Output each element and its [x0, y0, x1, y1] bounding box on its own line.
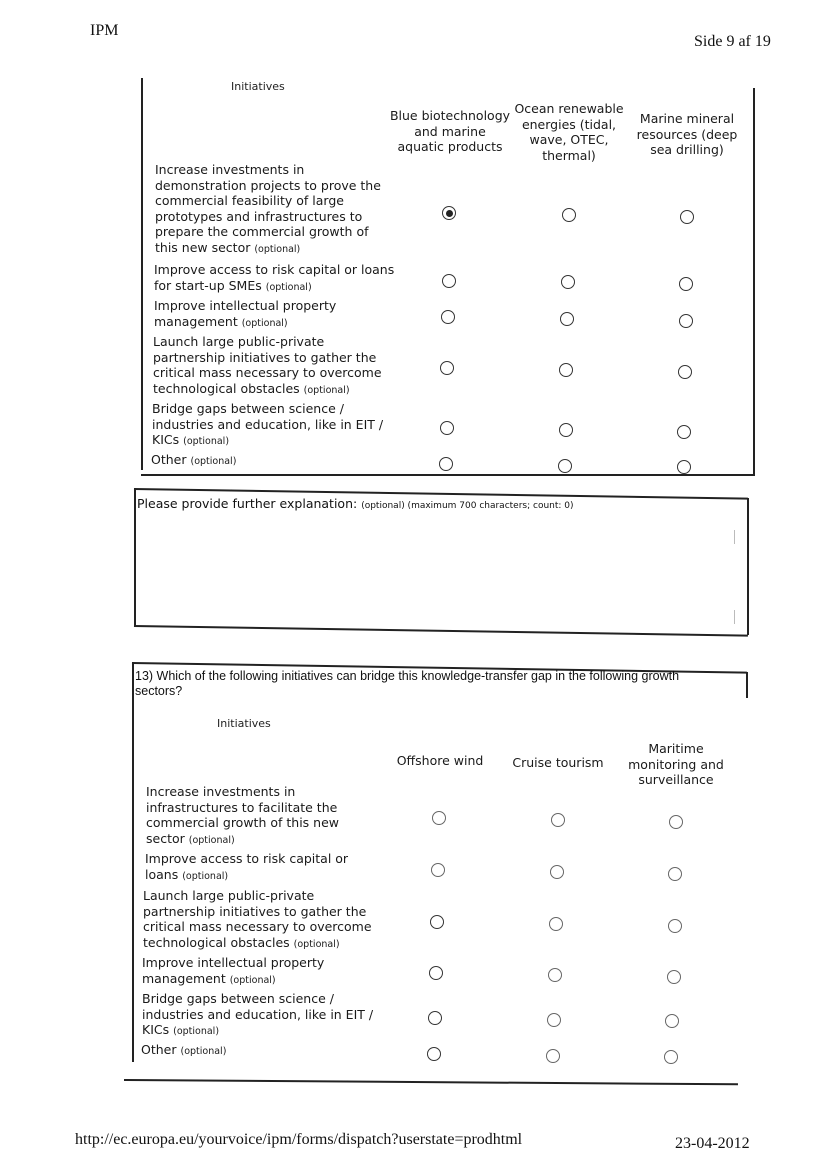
- table1-col-2-header: Marine mineral resources (deep sea drilling): [636, 111, 738, 157]
- table2-row-label: Launch large public-private partnership initiatives to gather the critical mass necessary to overcome technological obstacles (optional): [143, 888, 372, 950]
- textarea-scrollbar-bottom[interactable]: [734, 610, 735, 624]
- table1-radio-r4-c0[interactable]: [440, 421, 454, 435]
- table2-radio-r5-c1[interactable]: [546, 1049, 560, 1063]
- table2-radio-r4-c0[interactable]: [428, 1011, 442, 1025]
- table1-radio-r0-c2[interactable]: [680, 210, 694, 224]
- table1-radio-r3-c0[interactable]: [440, 361, 454, 375]
- table2-radio-r0-c1[interactable]: [551, 813, 565, 827]
- table2-radio-r2-c2[interactable]: [668, 919, 682, 933]
- table1-col-1-header: Ocean renewable energies (tidal, wave, OTEC, thermal): [514, 101, 624, 163]
- table2-radio-r3-c2[interactable]: [667, 970, 681, 984]
- table1-radio-r4-c1[interactable]: [559, 423, 573, 437]
- table2-radio-r3-c1[interactable]: [548, 968, 562, 982]
- explanation-label: Please provide further explanation:: [137, 496, 358, 511]
- table1-radio-r4-c2[interactable]: [677, 425, 691, 439]
- table1-radio-r3-c2[interactable]: [678, 365, 692, 379]
- table2-radio-r1-c0[interactable]: [431, 863, 445, 877]
- table1-row-label: Bridge gaps between science / industries and education, like in EIT / KICs (optional): [152, 401, 384, 447]
- table2-radio-r2-c1[interactable]: [549, 917, 563, 931]
- footer-url: http://ec.europa.eu/yourvoice/ipm/forms/dispatch?userstate=prodhtml: [75, 1131, 523, 1148]
- table1-row-label: Other (optional): [151, 452, 237, 467]
- header-right: Side 9 af 19: [694, 33, 771, 50]
- question13-text: 13) Which of the following initiatives can bridge this knowledge-transfer gap in the following growth sectors?: [135, 669, 680, 698]
- table1-radio-r5-c0[interactable]: [439, 457, 453, 471]
- radio-selected-dot: [446, 210, 453, 217]
- table2-radio-r3-c0[interactable]: [429, 966, 443, 980]
- table1-col-0-header: Blue biotechnology and marine aquatic products: [389, 108, 511, 154]
- table2-radio-r0-c2[interactable]: [669, 815, 683, 829]
- table2-initiatives-label: Initiatives: [217, 717, 271, 730]
- table2-radio-r1-c2[interactable]: [668, 867, 682, 881]
- table1-row-label: Launch large public-private partnership initiatives to gather the critical mass necessary to overcome technological obstacles (optional): [153, 334, 382, 396]
- table1-radio-r2-c2[interactable]: [679, 314, 693, 328]
- table2-radio-r0-c0[interactable]: [432, 811, 446, 825]
- explanation-hint: (optional) (maximum 700 characters; count: 0): [361, 501, 574, 511]
- explanation-textarea[interactable]: [140, 516, 734, 624]
- table1-radio-r3-c1[interactable]: [559, 363, 573, 377]
- header-left: IPM: [90, 22, 119, 39]
- table1-radio-r1-c1[interactable]: [561, 275, 575, 289]
- table2-radio-r4-c1[interactable]: [547, 1013, 561, 1027]
- table1-radio-r2-c0[interactable]: [441, 310, 455, 324]
- explanation-label-wrap: [137, 496, 574, 511]
- table1-radio-r1-c2[interactable]: [679, 277, 693, 291]
- textarea-scrollbar[interactable]: [734, 530, 735, 544]
- table1-radio-r2-c1[interactable]: [560, 312, 574, 326]
- table1-radio-r5-c1[interactable]: [558, 459, 572, 473]
- table1-row-label: Improve intellectual property management (optional): [154, 298, 337, 329]
- table2-row-label: Improve intellectual property management (optional): [142, 955, 325, 986]
- table1-radio-r1-c0[interactable]: [442, 274, 456, 288]
- table2-radio-r5-c0[interactable]: [427, 1047, 441, 1061]
- table1-radio-r0-c0[interactable]: [442, 206, 456, 220]
- footer-date: 23-04-2012: [675, 1135, 750, 1152]
- table2-row-label: Improve access to risk capital or loans (optional): [145, 851, 349, 882]
- table2-row-label: Other (optional): [141, 1042, 227, 1057]
- table2-col-0-header: Offshore wind: [396, 753, 484, 768]
- table2-col-1-header: Cruise tourism: [512, 755, 604, 770]
- table1-row-label: Improve access to risk capital or loans for start-up SMEs (optional): [154, 262, 395, 293]
- table2-radio-r2-c0[interactable]: [430, 915, 444, 929]
- table2-row-label: Bridge gaps between science / industries and education, like in EIT / KICs (optional): [142, 991, 374, 1037]
- table1-row-label: Increase investments in demonstration projects to prove the commercial feasibility of large prototypes and infrastructures to prepare the commercial growth of this new sector (optional): [155, 162, 381, 255]
- table2-radio-r5-c2[interactable]: [664, 1050, 678, 1064]
- table1-radio-r0-c1[interactable]: [562, 208, 576, 222]
- table1-radio-r5-c2[interactable]: [677, 460, 691, 474]
- table2-radio-r1-c1[interactable]: [550, 865, 564, 879]
- table2-radio-r4-c2[interactable]: [665, 1014, 679, 1028]
- table2-col-2-header: Maritime monitoring and surveillance: [628, 741, 724, 787]
- table1-initiatives-label: Initiatives: [231, 80, 285, 93]
- table2-row-label: Increase investments in infrastructures to facilitate the commercial growth of this new sector (optional): [146, 784, 339, 846]
